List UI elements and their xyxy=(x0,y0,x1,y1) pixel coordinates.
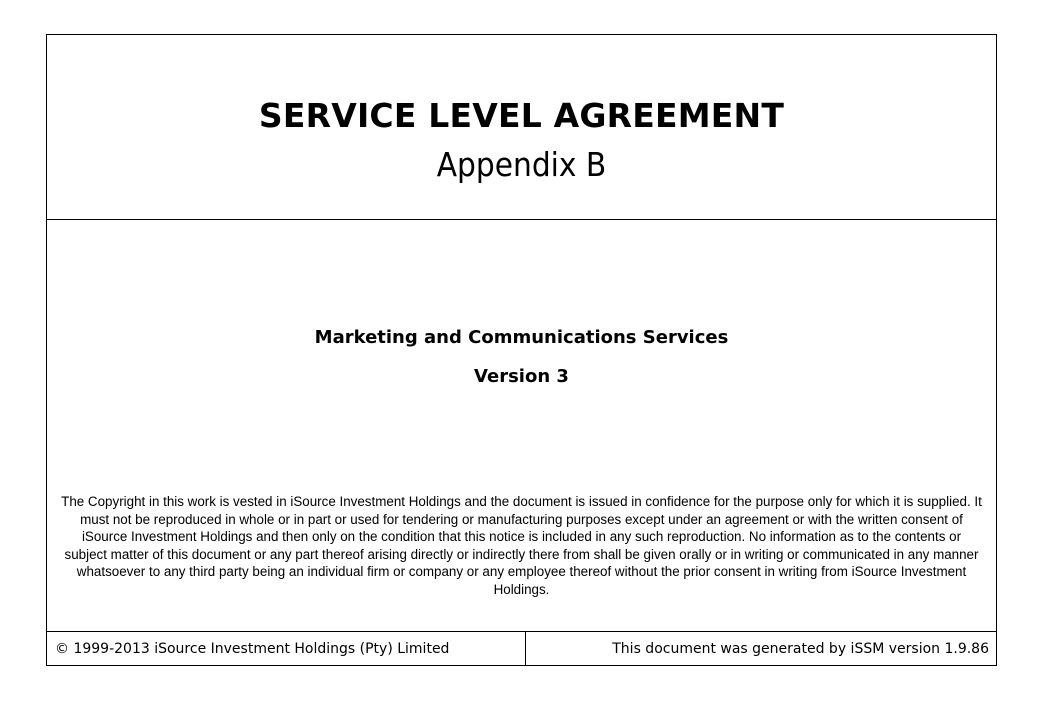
body-block xyxy=(47,220,996,632)
footer-copyright: © 1999-2013 iSource Investment Holdings (Pty) Limited xyxy=(47,632,526,665)
title-block xyxy=(47,35,996,220)
footer xyxy=(47,632,996,665)
document-title: SERVICE LEVEL AGREEMENT xyxy=(258,96,785,135)
footer-generated-by: This document was generated by iSSM version 1.9.86 xyxy=(612,640,989,657)
version-label: Version 3 xyxy=(474,366,569,387)
document-frame xyxy=(46,34,997,666)
copyright-notice: The Copyright in this work is vested in iSource Investment Holdings and the document is issued in confidence for the purpose only for which it is supplied. It must not be reproduced in whole or in part or used for tendering or manufacturing purposes except under an agreement or with the written consent of iSource Investment Holdings and then only on the condition that this notice is included in any such reproduction. No information as to the contents or subject matter of this document or any part thereof arising directly or indirectly there from shall be given orally or in writing or communicated in any manner whatsoever to any third party being an individual firm or company or any employee thereof without the prior consent in writing from iSource Investment Holdings. xyxy=(61,494,982,597)
document-subtitle: Appendix B xyxy=(436,145,607,184)
service-name: Marketing and Communications Services xyxy=(314,327,729,348)
